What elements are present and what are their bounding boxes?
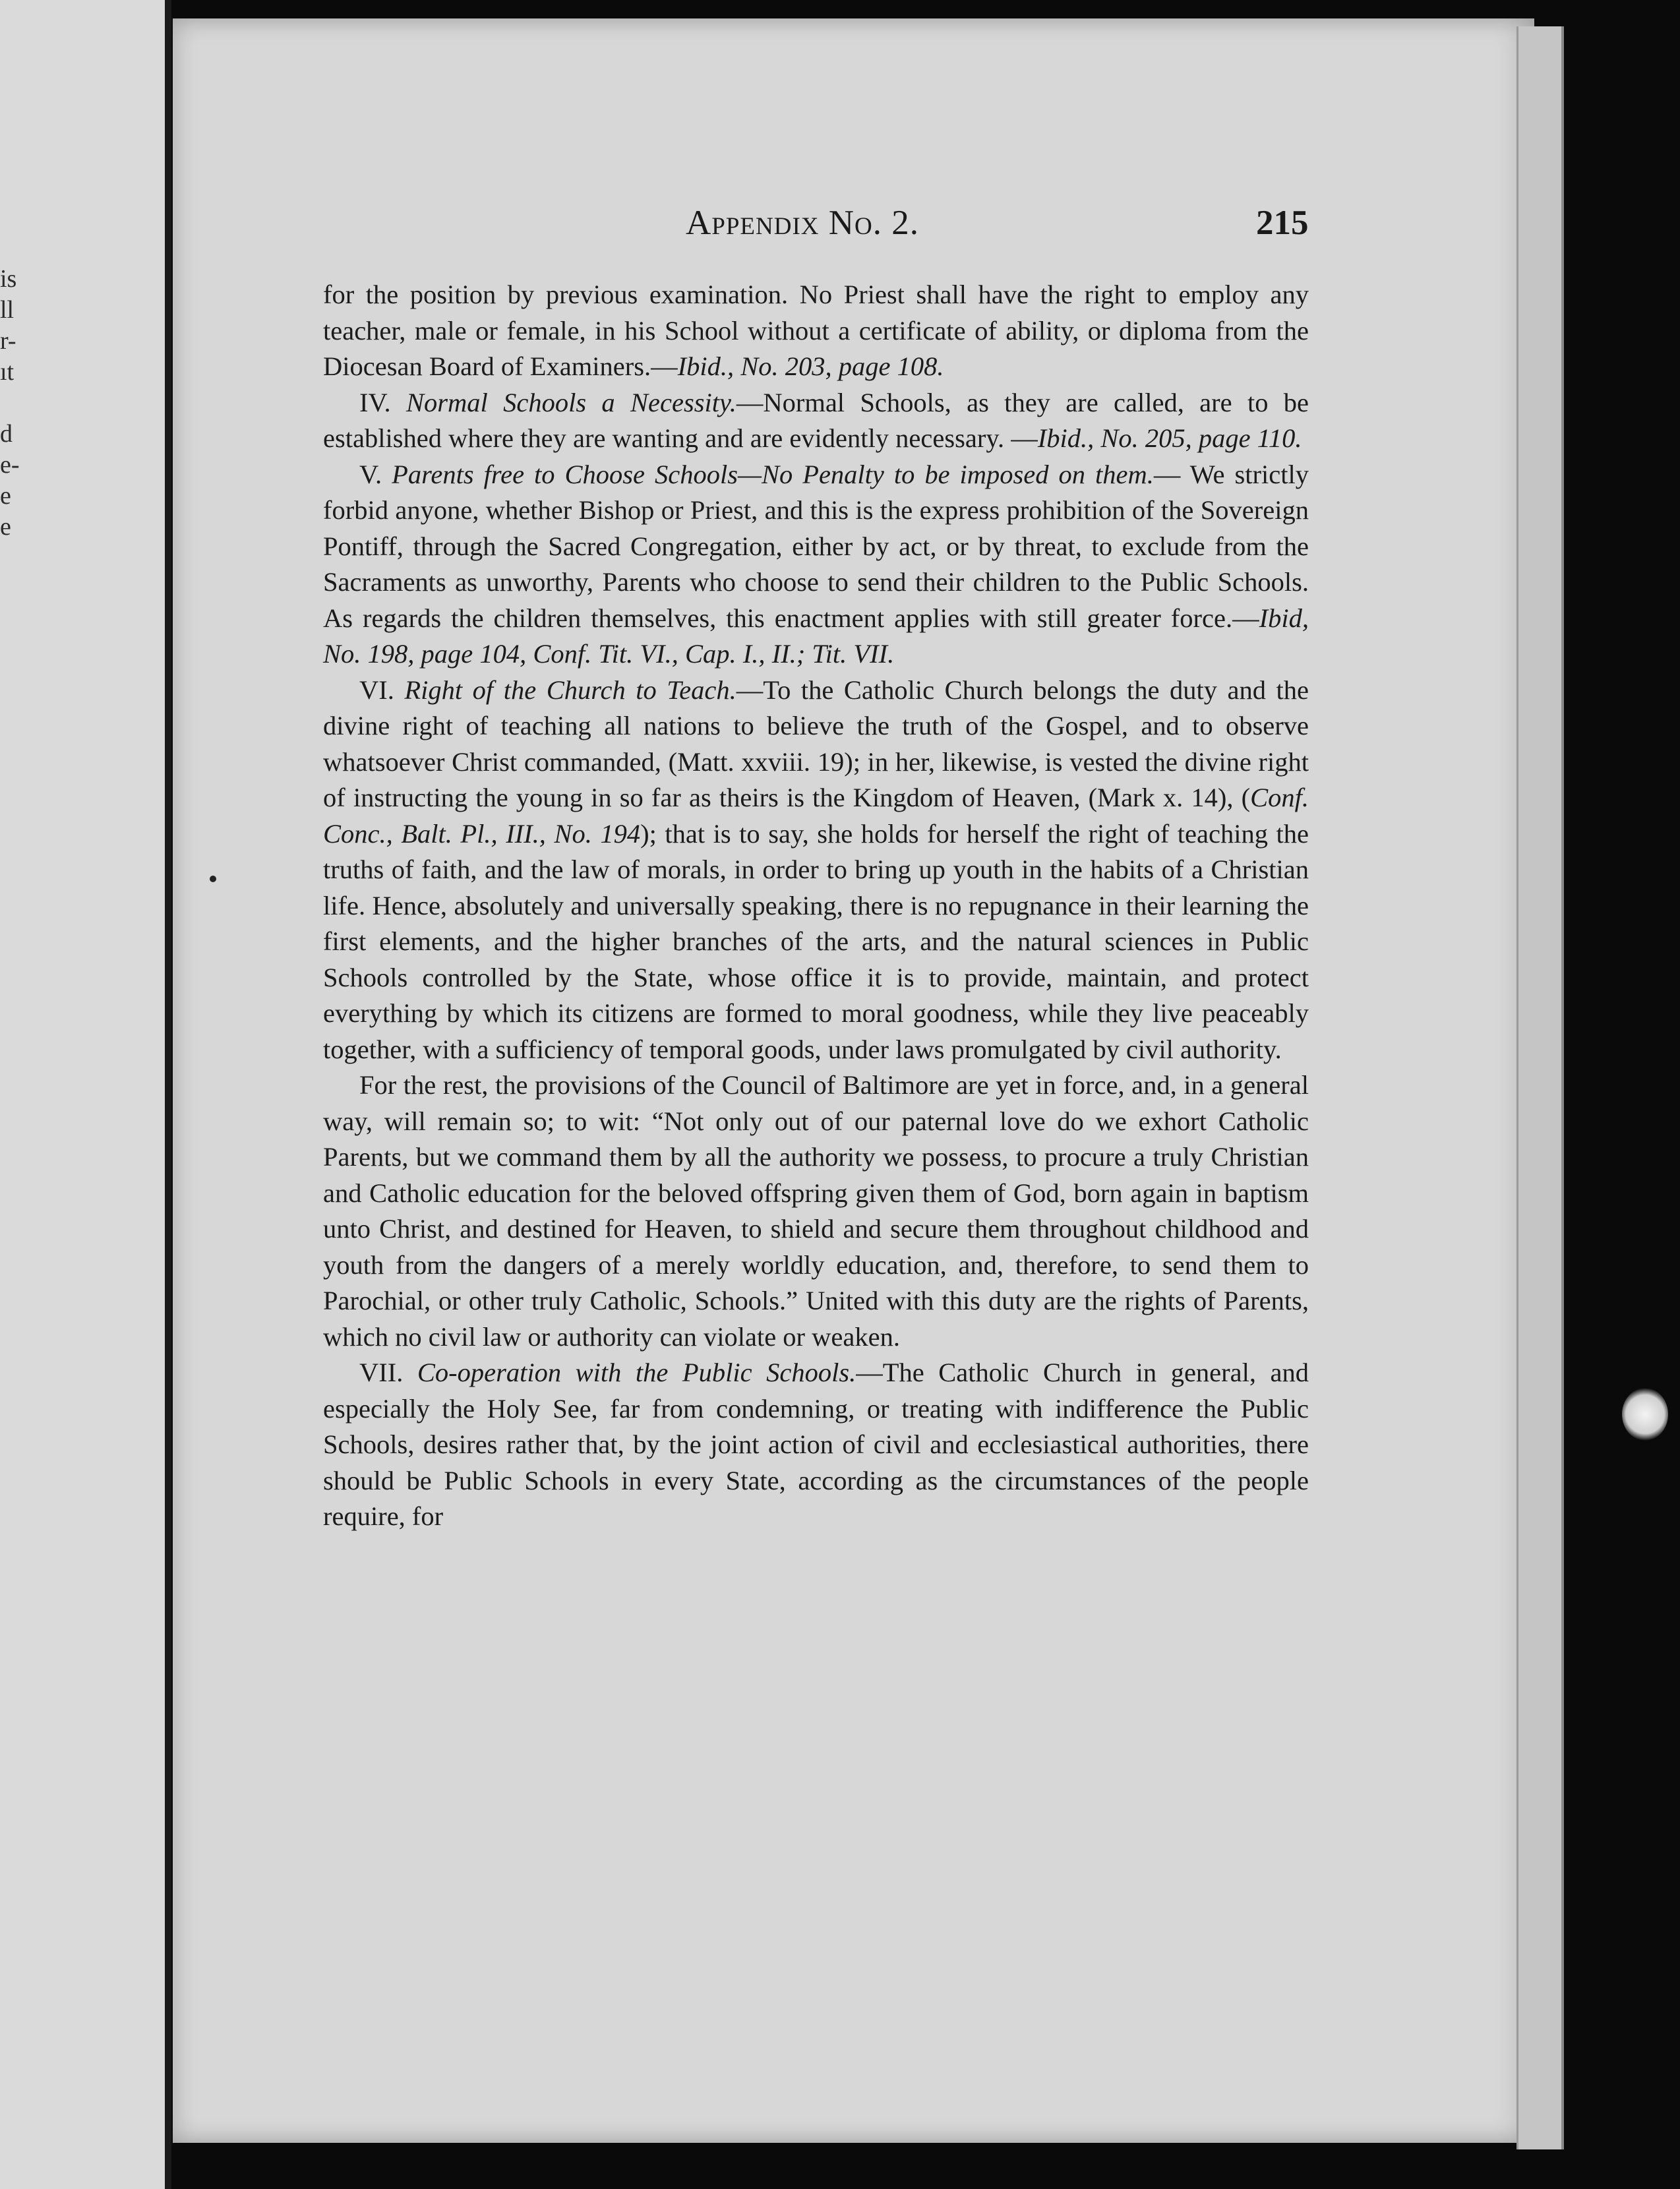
ink-speck (210, 876, 216, 882)
italic-text: Conf. Conc., Balt. Pl., III., No. 194 (323, 783, 1309, 849)
page-body-text (323, 277, 1309, 1535)
italic-text: Right of the Church to Teach. (404, 675, 736, 705)
text-segment: V. (359, 459, 392, 489)
text-segment: —The Catholic Church in general, and especially the Holy See, far from condemning, or treating with indifference the Public Schools, desires rather that, by the joint action of civil and ecclesiastical authorities, there should be Public Schools in every State, according as the circumstances of the people require, for (323, 1358, 1309, 1531)
facing-page-fragment: is (0, 265, 17, 293)
text-segment: — We strictly forbid anyone, whether Bishop or Priest, and this is the express prohibition of the Sovereign Pontiff, through the Sacred Congregation, either by act, or by threat, to exclude from the Sacraments as unworthy, Parents who choose to send their children to the Public Schools. As regards the children themselves, this enactment applies with still greater force.— (323, 459, 1309, 633)
italic-text: Co-operation with the Public Schools. (417, 1358, 856, 1387)
italic-text: Normal Schools a Necessity. (405, 387, 736, 417)
scan-smudge (1622, 1388, 1668, 1441)
text-segment: ); that is to say, she holds for herself the right of teaching the truths of faith, and the law of morals, in order to bring up youth in the habits of a Christian life. Hence, absolutely and universally speaking, there is no repugnance in their learning the first elements, and the higher branches of the arts, and the natural sciences in Public Schools controlled by the State, whose office it is to provide, maintain, and protect everything by which its citizens are formed to moral goodness, while they live peaceably together, with a sufficiency of temporal goods, under laws promulgated by civil authority. (323, 818, 1309, 1064)
paragraph (323, 1355, 1309, 1535)
paragraph (323, 1067, 1309, 1355)
text-segment: VII. (359, 1358, 417, 1387)
page-stack-edge (1516, 26, 1564, 2149)
facing-page-fragment: e (0, 513, 11, 541)
paragraph (323, 673, 1309, 1068)
running-header: Appendix No. 2. (686, 204, 920, 242)
facing-page-fragment: e (0, 482, 11, 510)
text-segment: —To the Catholic Church belongs the duty and the divine right of teaching all nations to believe the truth of the Gospel, and to observe whatsoever Christ commanded, (Matt. xxviii. 19); in her, likewise, is vested the divine right of instructing the young in so far as theirs is the Kingdom of Heaven, (Mark x. 14), ( (323, 675, 1309, 812)
paragraph (323, 457, 1309, 673)
facing-page-fragment: d (0, 420, 13, 448)
facing-page-fragment: ll (0, 296, 15, 324)
text-segment: IV. (359, 387, 406, 417)
facing-page-fragment (0, 388, 26, 419)
italic-text: Parents free to Choose Schools—No Penalty to be imposed on them. (392, 459, 1154, 489)
italic-text: Ibid, No. 198, page 104, Conf. Tit. VI., Cap. I., II.; Tit. VII. (323, 603, 1309, 669)
facing-page-fragment: ıt (0, 358, 15, 386)
text-segment: VI. (359, 675, 405, 705)
facing-page-edge (0, 0, 171, 2189)
italic-text: Ibid., No. 205, page 110. (1037, 423, 1302, 453)
page-number: 215 (1256, 204, 1309, 242)
facing-page-fragment: e- (0, 451, 20, 479)
text-segment: For the rest, the provisions of the Council of Baltimore are yet in force, and, in a general way, will remain so; to wit: “Not only out of our paternal love do we exhort Catholic Parents, but we command them by all the authority we possess, to procure a truly Christian and Catholic education for the beloved offspring given them of God, born again in baptism unto Christ, and destined for Heaven, to shield and secure them throughout childhood and youth from the dangers of a merely worldly education, and, therefore, to send them to Parochial, or other truly Catholic, Schools.” United with this duty are the rights of Parents, which no civil law or authority can violate or weaken. (323, 1070, 1309, 1352)
text-segment: for the position by previous examination. No Priest shall have the right to employ any teacher, male or female, in his School without a certificate of ability, or diploma from the Diocesan Board of Examiners.— (323, 280, 1309, 381)
italic-text: Ibid., No. 203, page 108. (677, 351, 944, 381)
facing-page-text-fragments (0, 264, 26, 543)
facing-page-fragment: r- (0, 327, 16, 355)
paragraph (323, 277, 1309, 385)
text-segment: —Normal Schools, as they are called, are to be established where they are wanting and are evidently necessary. — (323, 387, 1309, 453)
paragraph (323, 385, 1309, 457)
